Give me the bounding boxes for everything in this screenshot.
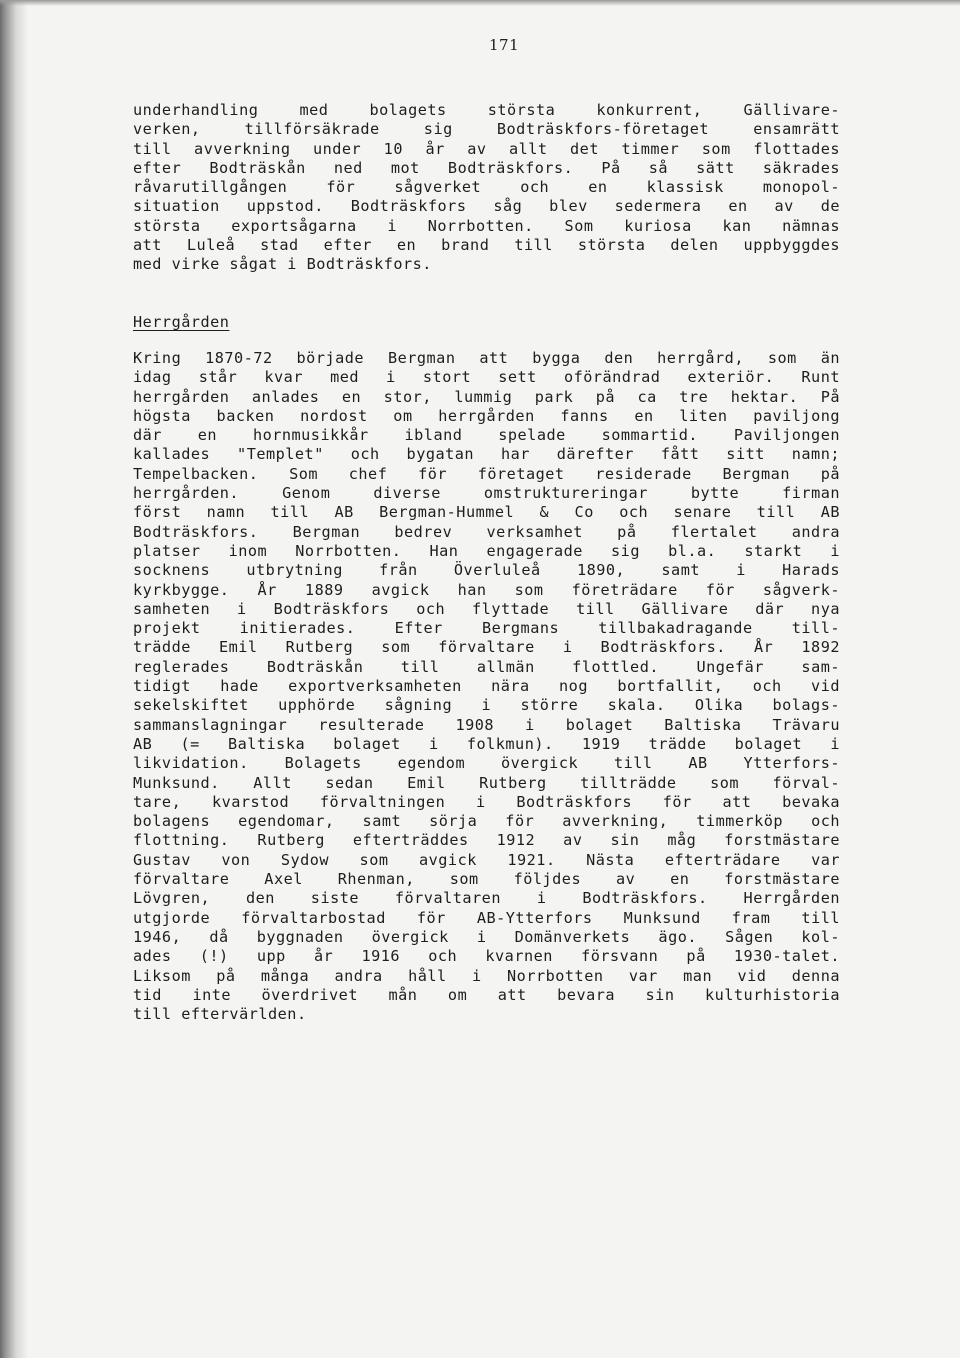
- text-line: platser inom Norrbotten. Han engagerade sig bl.a. starkt i: [133, 541, 840, 560]
- text-line: situation uppstod. Bodträskfors såg blev sedermera en av de: [133, 197, 840, 216]
- text-line: socknens utbrytning från Överluleå 1890, samt i Harads: [133, 561, 840, 580]
- text-line: utgjorde förvaltarbostad för AB-Ytterfors Munksund fram till: [133, 908, 840, 927]
- text-line: trädde Emil Rutberg som förvaltare i Bodträskfors. År 1892: [133, 638, 840, 657]
- scan-edge-shadow: [0, 0, 28, 1358]
- text-line: samheten i Bodträskfors och flyttade till Gällivare där nya: [133, 599, 840, 618]
- text-line: kyrkbygge. År 1889 avgick han som företrädare för sågverk-: [133, 580, 840, 599]
- text-line: till avverkning under 10 år av allt det timmer som flottades: [133, 139, 840, 158]
- text-line: största exportsågarna i Norrbotten. Som kuriosa kan nämnas: [133, 216, 840, 235]
- text-line: att Luleå stad efter en brand till största delen uppbyggdes: [133, 236, 840, 255]
- text-line: flottning. Rutberg efterträddes 1912 av sin måg forstmästare: [133, 831, 840, 850]
- text-line: till eftervärlden.: [133, 1005, 307, 1024]
- text-line: AB (= Baltiska bolaget i folkmun). 1919 trädde bolaget i: [133, 734, 840, 753]
- page-number: 171: [489, 36, 520, 54]
- text-line: kallades "Templet" och bygatan har därefter fått sitt namn;: [133, 445, 840, 464]
- text-line: först namn till AB Bergman-Hummel & Co och senare till AB: [133, 503, 840, 522]
- section-heading: Herrgården: [133, 313, 230, 331]
- paragraph-herrgarden: [133, 349, 840, 1024]
- text-line: högsta backen nordost om herrgården fanns en liten paviljong: [133, 406, 840, 425]
- text-line: 1946, då byggnaden övergick i Domänverkets ägo. Sågen kol-: [133, 927, 840, 946]
- text-line: Tempelbacken. Som chef för företaget residerade Bergman på: [133, 464, 840, 483]
- scan-top-shadow: [0, 0, 960, 6]
- text-line: Bodträskfors. Bergman bedrev verksamhet på flertalet andra: [133, 522, 840, 541]
- text-line: råvarutillgången för sågverket och en klassisk monopol-: [133, 178, 840, 197]
- text-line: förvaltare Axel Rhenman, som följdes av en forstmästare: [133, 870, 840, 889]
- text-line: underhandling med bolagets största konkurrent, Gällivare-: [133, 101, 840, 119]
- text-line: tare, kvarstod förvaltningen i Bodträskfors för att bevaka: [133, 792, 840, 811]
- text-line: verken, tillförsäkrade sig Bodträskfors-företaget ensamrätt: [133, 120, 840, 139]
- text-line: där en hornmusikkår ibland spelade sommartid. Paviljongen: [133, 426, 840, 445]
- text-line: sekelskiftet upphörde sågning i större skala. Olika bolags-: [133, 696, 840, 715]
- text-line: herrgården. Genom diverse omstruktureringar bytte firman: [133, 484, 840, 503]
- text-line: efter Bodträskån ned mot Bodträskfors. På så sätt säkrades: [133, 158, 840, 177]
- text-line: herrgården anlades en stor, lummig park på ca tre hektar. På: [133, 387, 840, 406]
- text-line: med virke sågat i Bodträskfors.: [133, 255, 432, 274]
- text-line: Gustav von Sydow som avgick 1921. Nästa efterträdare var: [133, 850, 840, 869]
- text-line: sammanslagningar resulterade 1908 i bolaget Baltiska Trävaru: [133, 715, 840, 734]
- text-line: Munksund. Allt sedan Emil Rutberg tillträdde som förval-: [133, 773, 840, 792]
- text-line: ades (!) upp år 1916 och kvarnen försvann på 1930-talet.: [133, 947, 840, 966]
- text-line: bolagens egendomar, samt sörja för avverkning, timmerköp och: [133, 812, 840, 831]
- text-line: reglerades Bodträskån till allmän flottled. Ungefär sam-: [133, 657, 840, 676]
- text-line: tidigt hade exportverksamheten nära nog bortfallit, och vid: [133, 677, 840, 696]
- text-line: tid inte överdrivet mån om att bevara sin kulturhistoria: [133, 985, 840, 1004]
- text-line: likvidation. Bolagets egendom övergick till AB Ytterfors-: [133, 754, 840, 773]
- text-line: Lövgren, den siste förvaltaren i Bodträskfors. Herrgården: [133, 889, 840, 908]
- text-line: Kring 1870-72 började Bergman att bygga den herrgård, som än: [133, 349, 840, 367]
- text-line: projekt initierades. Efter Bergmans tillbakadragande till-: [133, 619, 840, 638]
- paragraph-intro: [133, 101, 840, 275]
- text-line: idag står kvar med i stort sett oförändrad exteriör. Runt: [133, 368, 840, 387]
- text-line: Liksom på många andra håll i Norrbotten var man vid denna: [133, 966, 840, 985]
